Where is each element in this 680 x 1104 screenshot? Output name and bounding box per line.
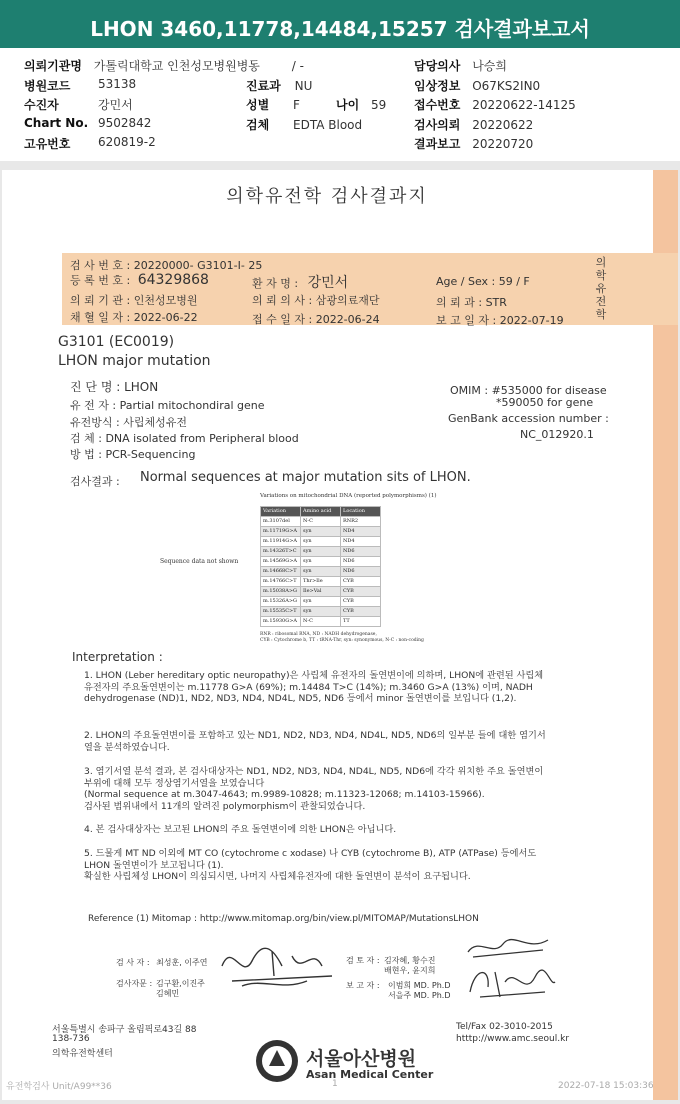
age-row (336, 96, 386, 113)
report-title: LHON 3460,11778,14484,15257 검사결과보고서 (90, 17, 590, 41)
table-cell: N-C (301, 617, 341, 627)
interpretation-2: 2. LHON의 주요돌연변이를 포함하고 있는 ND1, ND2, ND3, ND4, ND4L, ND5, ND6의 일부분 들에 대한 염기서열을 분석하였습니다. (84, 730, 546, 753)
table-cell: m.15038A>G (261, 587, 301, 597)
inst-extra: / - (291, 59, 304, 73)
age-value: 59 (371, 98, 387, 112)
doctor-label: 담당의사 (414, 59, 461, 73)
report-date: 보 고 일 자 : 2022-07-19 (436, 314, 564, 327)
table-caption: Variations on mitochondrial DNA (reported polymorphisms) (1) (260, 493, 437, 499)
clinical-value: O67KS2IN0 (472, 79, 541, 93)
patient-name-label: 환 자 명 : (252, 277, 299, 290)
sex-value: F (293, 98, 300, 112)
examiner-label: 검 사 자 : (116, 958, 150, 967)
reviewer-label: 검 토 자 : (346, 956, 380, 965)
address-line-2: 138-736 (52, 1034, 90, 1044)
patient-value: 강민서 (98, 98, 133, 112)
address-line-1: 서울특별시 송파구 올림픽로43길 88 (52, 1025, 197, 1035)
test-number: 검 사 번 호 : 20220000- G3101-I- 25 (70, 259, 263, 272)
table-cell: ND4 (341, 527, 381, 537)
variation-table (260, 506, 381, 627)
table-row (261, 587, 381, 597)
examiner-signature (212, 936, 342, 996)
table-cell: m.15326A>G (261, 597, 301, 607)
footer-timestamp: 2022-07-18 15:03:36 (558, 1081, 654, 1091)
table-cell: m.14326T>C (261, 547, 301, 557)
table-row (261, 577, 381, 587)
table-cell: m.3107del (261, 517, 301, 527)
age-label: 나이 (336, 98, 360, 112)
table-footnote-1: RNR : ribosomal RNA, ND : NADH dehydrogenase, (260, 632, 377, 637)
table-row (261, 607, 381, 617)
code-label: 병원코드 (24, 79, 71, 93)
omim-disease: OMIM : #535000 for disease (450, 384, 607, 397)
interpretation-3b: (Normal sequence at m.3047-4643; m.9989-10828; m.11323-12068; m.14103-15966). (84, 789, 485, 800)
genbank-label: GenBank accession number : (448, 412, 609, 425)
reporter-signature (460, 962, 560, 1002)
reg-no-value: 64329868 (137, 272, 209, 288)
requesting-dept: 의 뢰 과 : STR (436, 296, 507, 309)
table-cell: CYB (341, 577, 381, 587)
test-subtitle: LHON major mutation (58, 353, 211, 369)
genbank-value: NC_012920.1 (520, 428, 594, 441)
consultant-1: 김구환,이진주 (156, 979, 205, 988)
omim-gene: *590050 for gene (496, 396, 594, 409)
interpretation-5b: 확실한 사립체성 LHON이 의심되시면, 나머지 사립체유전자에 대한 돌연변이 분석이 요구됩니다. (84, 871, 471, 882)
requesting-institution: 의 뢰 기 관 : 인천성모병원 (70, 294, 198, 307)
request-row (414, 116, 533, 133)
tel-fax: Tel/Fax 02-3010-2015 (456, 1022, 553, 1032)
table-cell: m.15535C>T (261, 607, 301, 617)
table-cell: syn (301, 527, 341, 537)
test-code: G3101 (EC0019) (58, 334, 175, 350)
table-row (261, 617, 381, 627)
table-cell: m.15930G>A (261, 617, 301, 627)
patient-label: 수진자 (24, 98, 59, 112)
table-cell: ND6 (341, 547, 381, 557)
table-cell: syn (301, 557, 341, 567)
method: 방 법 : PCR-Sequencing (70, 448, 196, 461)
reviewer-1: 김자혜, 황수진 (384, 956, 436, 965)
id-row (24, 135, 156, 152)
inst-value: 가톨릭대학교 인천성모병원병동 (93, 59, 260, 73)
examiner-value: 최성훈, 이주연 (156, 958, 208, 967)
table-row (261, 567, 381, 577)
id-value: 620819-2 (98, 135, 156, 149)
table-cell: syn (301, 537, 341, 547)
consultant-label: 검사자문 : (116, 979, 153, 988)
id-label: 고유번호 (24, 137, 71, 151)
document-title: 의학유전학 검사결과지 (226, 186, 428, 207)
chart-value: 9502842 (98, 116, 152, 130)
code-value: 53138 (98, 77, 137, 91)
table-cell: syn (301, 597, 341, 607)
interpretation-title: Interpretation : (72, 650, 163, 664)
table-header-cell: Amino acid (301, 507, 341, 517)
variation-table-header (261, 507, 381, 517)
doctor-row (414, 57, 507, 74)
draw-date: 채 혈 일 자 : 2022-06-22 (70, 311, 198, 324)
test-info-box (62, 253, 678, 325)
sample: 검 체 : DNA isolated from Peripheral blood (70, 432, 299, 445)
interpretation-3c: 검사된 범위내에서 11개의 알려진 polymorphism이 관찰되었습니다. (84, 801, 366, 812)
table-row (261, 537, 381, 547)
table-header-cell: Location (341, 507, 381, 517)
chart-row (24, 116, 152, 130)
clinical-row (414, 77, 540, 94)
receipt-value: 20220622-14125 (472, 98, 576, 112)
table-cell: syn (301, 567, 341, 577)
code-row (24, 77, 137, 94)
specimen-value: EDTA Blood (293, 118, 363, 132)
reporter-2: 서을주 MD. Ph.D (388, 991, 451, 1000)
table-cell: m.11914G>A (261, 537, 301, 547)
request-value: 20220622 (472, 118, 534, 132)
report-label: 결과보고 (414, 137, 461, 151)
table-cell: Thr>Ile (301, 577, 341, 587)
inst-row (24, 57, 304, 74)
interpretation-3a: 3. 염기서열 분석 결과, 본 검사대상자는 ND1, ND2, ND3, ND4, ND4L, ND5, ND6에 각각 위치한 주요 돌연변이 부위에 대해 모두 정상염기서열을 보였습니다 (84, 766, 544, 789)
receipt-row (414, 96, 576, 113)
reporter-1: 이범희 MD. Ph.D (388, 981, 451, 990)
chart-label: Chart No. (24, 116, 89, 130)
report-row (414, 135, 533, 152)
result-label: 검사결과 : (70, 475, 120, 488)
interpretation-4: 4. 본 검사대상자는 보고된 LHON의 주요 돌연변이에 의한 LHON은 아닙니다. (84, 824, 397, 835)
website: htttp://www.amc.seoul.kr (456, 1034, 570, 1044)
patient-header (0, 48, 680, 161)
consultant-2: 김혜민 (156, 989, 180, 998)
patient-name-value: 강민서 (307, 275, 349, 291)
reference: Reference (1) Mitomap : http://www.mitomap.org/bin/view.pl/MITOMAP/MutationsLHON (88, 914, 479, 924)
table-cell: CYB (341, 607, 381, 617)
patient-name-row (252, 272, 348, 292)
request-label: 검사의뢰 (414, 118, 461, 132)
table-row (261, 527, 381, 537)
side-department-label: 의학유전학 (595, 256, 607, 321)
report-title-bar (0, 0, 680, 48)
interpretation-1: 1. LHON (Leber hereditary optic neuropathy)은 사립체 유전자의 돌연변이에 의하며, LHON에 관련된 사립체 유전자의 주요돌연변이는 m.11778 G>A (69%); m.14484 T>C (14%); m.3460 G>A (13%) 이며, NADH dehydrogenase (ND)1, ND2, ND3, ND4, ND4L, ND5, ND6 등에서 minor 돌연변이를 보입니다 (1,2). (84, 670, 544, 704)
examiner-row (116, 957, 208, 968)
result-text: Normal sequences at major mutation sits of LHON. (140, 470, 471, 485)
table-cell: m.14668C>T (261, 567, 301, 577)
table-cell: ND6 (341, 557, 381, 567)
sex-row (246, 96, 300, 113)
sex-label: 성별 (246, 98, 270, 112)
inheritance: 유전방식 : 사립체성유전 (70, 416, 187, 429)
hospital-name-en: Asan Medical Center (306, 1068, 434, 1081)
table-row (261, 557, 381, 567)
table-cell: ND6 (341, 567, 381, 577)
table-cell: m.14569G>A (261, 557, 301, 567)
patient-row (24, 96, 133, 113)
table-cell: N-C (301, 517, 341, 527)
sequence-note: Sequence data not shown (160, 558, 239, 565)
doctor-value: 나승희 (472, 59, 507, 73)
age-sex: Age / Sex : 59 / F (436, 275, 530, 288)
reg-no-label: 등 록 번 호 : (70, 274, 131, 287)
table-cell: RNR2 (341, 517, 381, 527)
report-value: 20220720 (472, 137, 534, 151)
reporter-label: 보 고 자 : (346, 981, 380, 990)
table-row (261, 597, 381, 607)
footer-unit: 유전학검사 Unit/A99**36 (6, 1082, 112, 1092)
table-cell: m.11719G>A (261, 527, 301, 537)
clinical-label: 임상정보 (414, 79, 461, 93)
table-cell: CYB (341, 587, 381, 597)
reg-no-row (70, 272, 209, 288)
table-cell: ND4 (341, 537, 381, 547)
table-cell: syn (301, 547, 341, 557)
table-footnote-2: CYB : Cytochrome b, TT : tRNA-Thr, syn: synonymous, N-C : non-coding (260, 638, 424, 643)
dept-row (246, 77, 312, 94)
hospital-logo-icon (254, 1038, 300, 1084)
specimen-row (246, 116, 362, 133)
table-row (261, 547, 381, 557)
table-cell: TT (341, 617, 381, 627)
specimen-label: 검체 (246, 118, 270, 132)
reviewer-2: 배현우, 윤지희 (384, 966, 436, 975)
receipt-label: 접수번호 (414, 98, 461, 112)
table-cell: CYB (341, 597, 381, 607)
interpretation-5a: 5. 드물게 MT ND 이외에 MT CO (cytochrome c xodase) 나 CYB (cytochrome B), ATP (ATPase) 등에서도 LHON 돌연변이가 보고됩니다 (1). (84, 848, 537, 871)
table-cell: syn (301, 607, 341, 617)
table-header-cell: Variation (261, 507, 301, 517)
inst-label: 의뢰기관명 (24, 59, 82, 73)
hospital-name-kr: 서울아산병원 (306, 1048, 417, 1070)
dept-value: NU (294, 79, 313, 93)
result-paper (2, 170, 678, 1100)
table-cell: Ile>Val (301, 587, 341, 597)
dept-label: 진료과 (246, 79, 281, 93)
gene: 유 전 자 : Partial mitochondiral gene (70, 399, 265, 412)
reviewer-signature (458, 932, 558, 962)
table-row (261, 517, 381, 527)
diagnosis: 진 단 명 : LHON (70, 380, 159, 394)
requesting-doctor: 의 뢰 의 사 : 삼광의료재단 (252, 294, 380, 307)
receive-date: 접 수 일 자 : 2022-06-24 (252, 313, 380, 326)
address-line-3: 의학유전학센터 (52, 1049, 113, 1059)
table-cell: m.14766C>T (261, 577, 301, 587)
page-number: 1 (332, 1079, 338, 1089)
